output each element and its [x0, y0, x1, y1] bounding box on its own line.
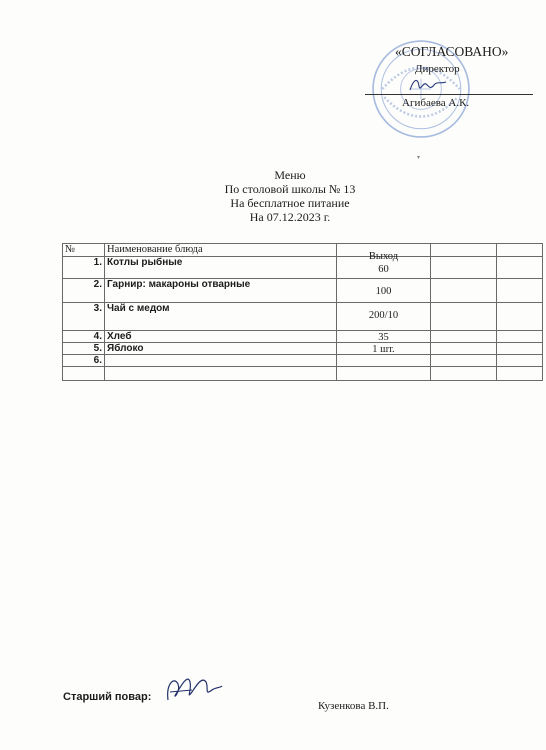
header-yield: Выход [337, 244, 431, 257]
approval-block [360, 38, 540, 138]
table-header-row [63, 244, 543, 257]
table-row [63, 331, 543, 343]
chef-name: Кузенкова В.П. [318, 700, 389, 712]
table-row [63, 355, 543, 367]
director-signature [408, 76, 448, 94]
table-row [63, 303, 543, 331]
table-row [63, 279, 543, 303]
approval-title: «СОГЛАСОВАНО» [395, 44, 509, 59]
table-row [63, 343, 543, 355]
row-dish: Чай с медом [105, 303, 337, 331]
row-yield: 35 [337, 331, 431, 343]
approval-signature-line [365, 94, 533, 95]
document-heading [140, 168, 440, 224]
chef-signature [162, 670, 224, 710]
row-dish: Яблоко [105, 343, 337, 355]
header-num: № [63, 244, 105, 257]
header-name: Наименование блюда [105, 244, 337, 257]
row-dish [105, 355, 337, 367]
row-dish: Гарнир: макароны отварные [105, 279, 337, 303]
row-num: 4. [63, 331, 105, 343]
scan-speck: ▾ [417, 155, 421, 161]
table-empty-row [63, 367, 543, 381]
row-yield [337, 355, 431, 367]
row-num: 5. [63, 343, 105, 355]
row-num: 3. [63, 303, 105, 331]
row-yield: 60 [337, 257, 431, 279]
row-dish: Котлы рыбные [105, 257, 337, 279]
row-yield: 100 [337, 279, 431, 303]
heading-school: По столовой школы № 13 [224, 182, 356, 196]
row-dish: Хлеб [105, 331, 337, 343]
approval-role: Директор [415, 63, 460, 75]
menu-table [62, 243, 543, 381]
heading-title: Меню [274, 168, 306, 182]
chef-label: Старший повар: [63, 691, 152, 703]
row-num: 6. [63, 355, 105, 367]
row-num: 2. [63, 279, 105, 303]
row-yield: 1 шт. [337, 343, 431, 355]
row-yield: 200/10 [337, 303, 431, 331]
director-name: Агибаева А.К. [402, 97, 470, 109]
table-row [63, 257, 543, 279]
row-num: 1. [63, 257, 105, 279]
heading-date: На 07.12.2023 г. [249, 210, 331, 224]
heading-purpose: На бесплатное питание [230, 196, 350, 210]
